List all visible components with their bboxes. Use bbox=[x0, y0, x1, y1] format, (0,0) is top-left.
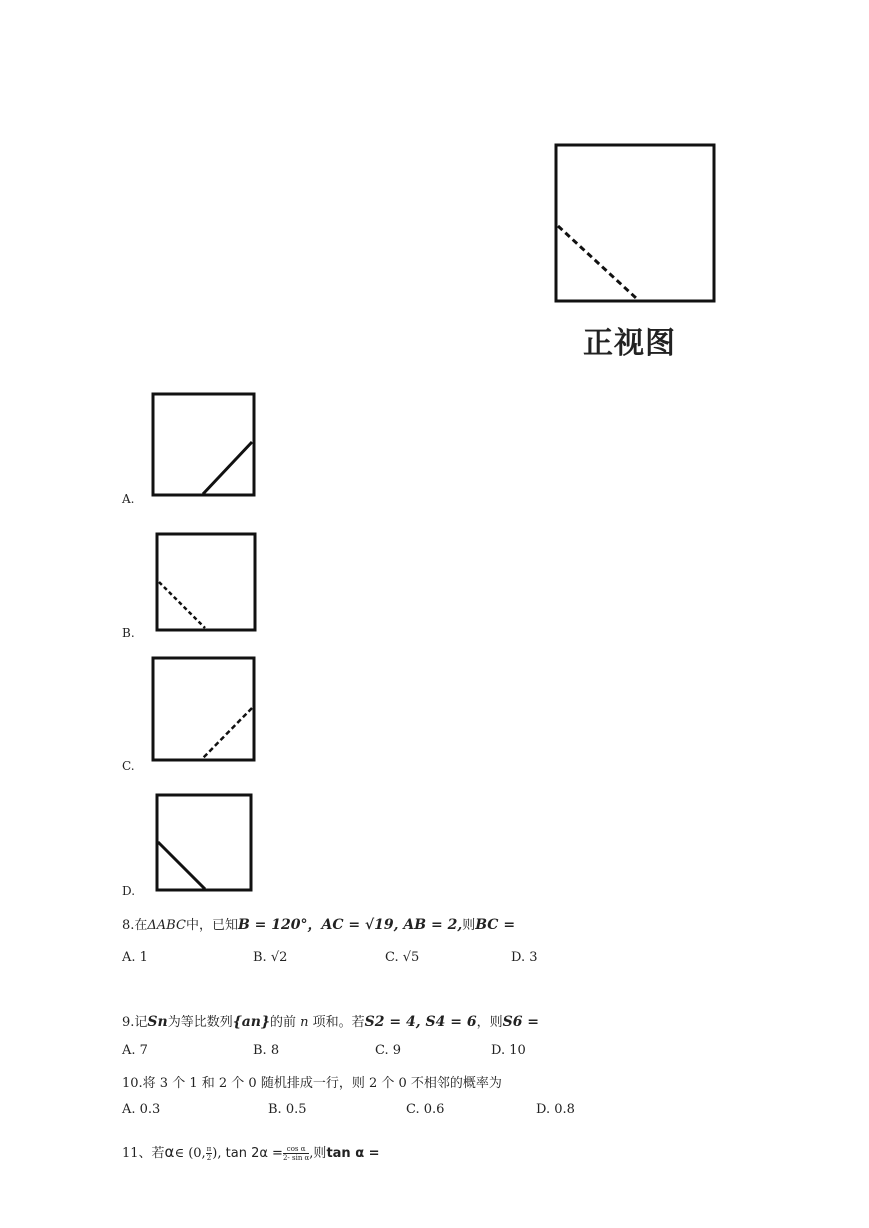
q9-prefix: 9.记 bbox=[122, 1015, 148, 1030]
q9-condition: S2 = 4, S4 = 6 bbox=[364, 1014, 477, 1030]
q9-ask: S6 = bbox=[502, 1014, 540, 1030]
q9-text4: ，则 bbox=[476, 1015, 503, 1030]
q11-close: ), bbox=[212, 1146, 222, 1161]
q9-option-a: A. 7 bbox=[122, 1043, 148, 1058]
q11-two: 2 bbox=[206, 1154, 212, 1162]
option-d-figure bbox=[152, 790, 256, 894]
option-a-label: A. bbox=[122, 492, 135, 506]
question-11 bbox=[122, 1140, 380, 1166]
q11-interval: ∈ (0, bbox=[174, 1146, 206, 1161]
q8-then: 则 bbox=[462, 918, 476, 933]
q11-alpha: α bbox=[164, 1143, 175, 1161]
q9-an: {an} bbox=[232, 1014, 270, 1030]
hidden-edge-line bbox=[203, 708, 252, 758]
visible-edge-line bbox=[203, 442, 252, 494]
q11-prefix: 11、若 bbox=[122, 1146, 165, 1161]
q8-option-c: C. √5 bbox=[385, 950, 420, 965]
question-8 bbox=[122, 914, 515, 934]
q8-option-a: A. 1 bbox=[122, 950, 148, 965]
q8-mid: 中，已知 bbox=[185, 918, 238, 933]
hidden-edge-line bbox=[159, 582, 205, 628]
q10-option-b: B. 0.5 bbox=[268, 1102, 307, 1117]
q9-option-d: D. 10 bbox=[491, 1043, 526, 1058]
visible-edge-line bbox=[158, 842, 205, 889]
q10-option-d: D. 0.8 bbox=[536, 1102, 575, 1117]
option-d-label: D. bbox=[122, 884, 136, 898]
q11-tan: tan 2α = bbox=[225, 1146, 283, 1161]
q8-option-b: B. √2 bbox=[253, 950, 288, 965]
q11-frac-num: cos α bbox=[283, 1145, 309, 1154]
question-9 bbox=[122, 1011, 539, 1030]
q11-ask: tan α = bbox=[326, 1146, 380, 1161]
q10-option-c: C. 0.6 bbox=[406, 1102, 445, 1117]
q11-frac-den: 2- sin α bbox=[282, 1154, 310, 1162]
q10-option-a: A. 0.3 bbox=[122, 1102, 161, 1117]
q9-option-b: B. 8 bbox=[253, 1043, 280, 1058]
front-view-square bbox=[550, 140, 720, 310]
q9-option-c: C. 9 bbox=[375, 1043, 402, 1058]
hidden-edge-line bbox=[558, 226, 636, 298]
question-10: 10.将 3 个 1 和 2 个 0 随机排成一行，则 2 个 0 不相邻的概率为 bbox=[122, 1076, 502, 1091]
q9-text1: 为等比数列 bbox=[167, 1015, 233, 1030]
q11-fraction bbox=[283, 1145, 309, 1162]
q8-condition: B = 120°，AC = √19, AB = 2, bbox=[237, 917, 463, 933]
option-c-label: C. bbox=[122, 759, 135, 773]
front-view-caption: 正视图 bbox=[583, 326, 676, 361]
q9-text2: 的前 bbox=[269, 1015, 296, 1030]
front-view-figure bbox=[550, 140, 720, 310]
q8-option-d: D. 3 bbox=[511, 950, 538, 965]
option-b-figure bbox=[152, 530, 262, 634]
q11-pi: π bbox=[206, 1145, 212, 1153]
option-a-figure bbox=[148, 390, 260, 500]
q8-ask: BC = bbox=[475, 917, 516, 933]
option-b-label: B. bbox=[122, 626, 135, 640]
q8-prefix: 8.在 bbox=[122, 918, 148, 933]
q9-text3: 项和。若 bbox=[312, 1015, 365, 1030]
q9-sn: Sn bbox=[147, 1014, 168, 1030]
q9-n: n bbox=[300, 1015, 309, 1030]
q8-triangle: ΔABC bbox=[147, 918, 186, 933]
q11-then: ,则 bbox=[309, 1146, 327, 1161]
option-c-figure bbox=[148, 654, 260, 764]
